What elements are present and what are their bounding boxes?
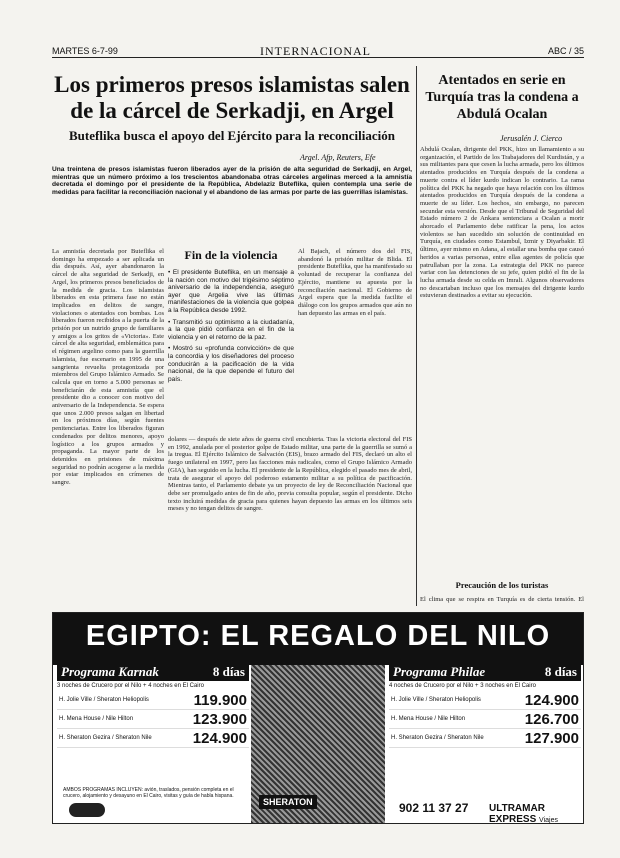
price-row: H. Mena House / Nile Hilton 123.900	[59, 711, 247, 728]
main-byline: Argel. Afp, Reuters, Efe	[300, 153, 376, 162]
price-row: H. Jolie Ville / Sheraton Heliopolis 124.900	[391, 692, 579, 709]
section-name: INTERNACIONAL	[260, 44, 371, 58]
sidebar-box	[168, 248, 294, 434]
price-row: H. Jolie Ville / Sheraton Heliopolis 119.900	[59, 692, 247, 709]
lead-paragraph: Una treintena de presos islamistas fueron liberados ayer de la prisión de alta seguridad de Serkadji, en Argel, mientras que un número próximo a los trescientos abandonaba otras cárceles argelinas merced a la amnistía decretada el domingo por el presidente de la República, Abdelaziz Buteflika, quien contempla una serie de medidas para facilitar la reconciliación nacional y el abandono de las armas por parte de las guerrillas islamistas.	[52, 166, 412, 197]
agency-logo-icon	[69, 803, 105, 817]
right-article-body-2: El clima que se respira en Turquía es de cierta tensión. El	[420, 596, 584, 603]
right-article-body: Abdulá Ocalan, dirigente del PKK, hizo un llamamiento a su organización, el Partido de los Trabajadores del Kurdistán, y a sus militantes para que cesen la lucha armada, pero los últimos atentados producidos en Turquía después de la condena a muerte contra el líder kurdo indican lo contrario. La rama política del PKK ha negado que haya relación con los últimos atentados producidos en Turquía después de la condena a muerte de su líder. Los hechos, sin embargo, no parecen secundar esta versión. Desde que el Tribunal de Seguridad del Estado número 2 de Ankara sentenciara a Ocalan a morir ahorcado el Parlamento debe ratificar la pena, los actos violentos se han sucedido sin solución de continuidad en Turquía, en ciudades como Estambul, Izmir y Diyarbakir. El último, ayer mismo en Adana, al estallar una bomba que causó heridos a varias personas, entre ellas agentes de policía que patrullaban por la zona. La estrategia del PKK no parece variar con las detenciones de su jefe, quien pidió el fin de la lucha armada desde su celda en Imrali. Algunos observadores no descartaban incluso que los mensajes del dirigente kurdo estuvieran destinados a evitar su ejecución.	[420, 146, 584, 300]
page-header	[52, 46, 584, 58]
package-karnak: Programa Karnak 8 días 3 noches de Crucero por el Nilo + 4 noches en El Cairo H. Jolie Ville / Sheraton Heliopolis 119.900 H. Mena House / Nile Hilton 123.900 H. Sheraton Gezira / Sheraton Nile 124.900	[57, 664, 247, 747]
sidebar-item: • Transmitió su optimismo a la ciudadanía, a la que pidió confianza en el fin de la violencia y en el retorno de la paz.	[168, 318, 294, 341]
main-deck: Buteflika busca el apoyo del Ejército para la reconciliación	[69, 128, 395, 143]
article-column-2b: dolares — después de siete años de guerra civil encubierta. Tras la victoria electoral del FIS en 1992, anulada por el posterior golpe de Estado militar, una parte de la guerrilla se sumó a la tregua. El Ejército Islámico de Salvación (EIS), brazo armado del FIS, declaró un alto el fuego unilateral en 1997, pero las facciones más radicales, como el Grupo Islámico Armado (GIA), han seguido en la lucha. El presidente de la República, elegido el pasado mes de abril, trata de asegurar el apoyo del poderoso estamento militar a su política de pacificación. Mientras tanto, el Parlamento debate ya un proyecto de ley de Reconciliación Nacional que debe ser promulgado antes de fin de año, previa consulta popular, según el presidente. Dicho texto incluirá medidas de gracia para quienes hayan depuesto las armas en los últimos seis meses y no tengan delitos de sangre.	[168, 436, 412, 513]
right-headline: Atentados en serie en Turquía tras la condena a Abdulá Ocalan	[425, 73, 579, 122]
package-philae: Programa Philae 8 días 4 noches de Crucero por el Nilo + 3 noches en El Cairo H. Jolie Ville / Sheraton Heliopolis 124.900 H. Mena House / Nile Hilton 126.700 H. Sheraton Gezira / Sheraton Nile 127.900	[389, 664, 579, 747]
ad-footer-text: AMBOS PROGRAMAS INCLUYEN: avión, traslados, pensión completa en el crucero, alojamiento y desayuno en El Cairo, visitas y guía de habla hispana.	[63, 787, 234, 799]
ad-banner: EGIPTO: EL REGALO DEL NILO	[53, 613, 583, 665]
sidebar-title: Fin de la violencia	[184, 248, 278, 262]
page-number: ABC / 35	[547, 46, 584, 56]
ad-brand: ULTRAMAR EXPRESS Viajes	[489, 803, 558, 825]
price-row: H. Sheraton Gezira / Sheraton Nile 127.900	[391, 730, 579, 747]
issue-date: MARTES 6-7-99	[52, 46, 118, 56]
price-row: H. Sheraton Gezira / Sheraton Nile 124.900	[59, 730, 247, 747]
right-subhead: Precaución de los turistas	[455, 580, 549, 590]
column-divider	[416, 66, 417, 606]
article-column-1: La amnistía decretada por Buteflika el domingo ha empezado a ser aplicada un día después. Así, ayer abandonaron la cárcel de alta seguridad de Serkadji, en Argel, los primeros presos beneficiados de la medida de gracia. Los islamistas liberados en esta primera fase no están implicados en delitos de sangre, violaciones o atentados con bombas. Los liberados fueron recibidos a la puerta de la prisión por un nutrido grupo de familiares y amigos a los gritos de «Victoria». Este cárcel de alta seguridad, emblemática para el régimen argelino como para la guerrilla islamista, fue escenario en 1995 de una sangrienta revuelta protagonizada por miembros del Grupo Islámico Armado. Se calcula que en torno a 5.000 personas se beneficiarán de esta amnistía que el presidente dio a conocer con motivo del aniversario de la Independencia. Se espera que unos 2.000 presos salgan en libertad en los próximos días, según fuentes penitenciarias. Entre los liberados figuran condenados por delitos menores, apoyo logístico a los grupos armados y propaganda. La mayor parte de los detenidos en prisiones de máxima seguridad no podrán acogerse a la medida por estar implicados en crímenes de sangre.	[52, 248, 164, 487]
right-byline: Jerusalén J. Cierco	[500, 134, 563, 143]
main-headline: Los primeros presos islamistas salen de la cárcel de Serkadji, en Argel	[54, 72, 410, 123]
ad-photo: SHERATON	[251, 665, 385, 823]
ad-phone[interactable]: 902 11 37 27	[399, 801, 469, 815]
sidebar-item: • Mostró su «profunda convicción» de que la concordia y los diseñadores del proceso conducirán a la pacificación de la vida nacional, de la que depende el futuro del país.	[168, 345, 294, 383]
sidebar-item: • El presidente Buteflika, en un mensaje a la nación con motivo del trigésimo séptimo aniversario de la independencia, aseguró ayer que Argelia vive las últimas manifestaciones de la violencia que golpea a la República desde 1992.	[168, 269, 294, 314]
article-column-3: Al Bajach, el número dos del FIS, abandonó la prisión militar de Blida. El presidente Buteflika, que ha manifestado su voluntad de recuperar la confianza del Ejército, mantiene su apuesta por la reconciliación nacional. El Gobierno de Argel espera que la medida facilite el diálogo con los grupos armados que aún no han depuesto las armas en el país.	[298, 248, 412, 317]
travel-advertisement[interactable]	[52, 612, 584, 824]
price-row: H. Mena House / Nile Hilton 126.700	[391, 711, 579, 728]
